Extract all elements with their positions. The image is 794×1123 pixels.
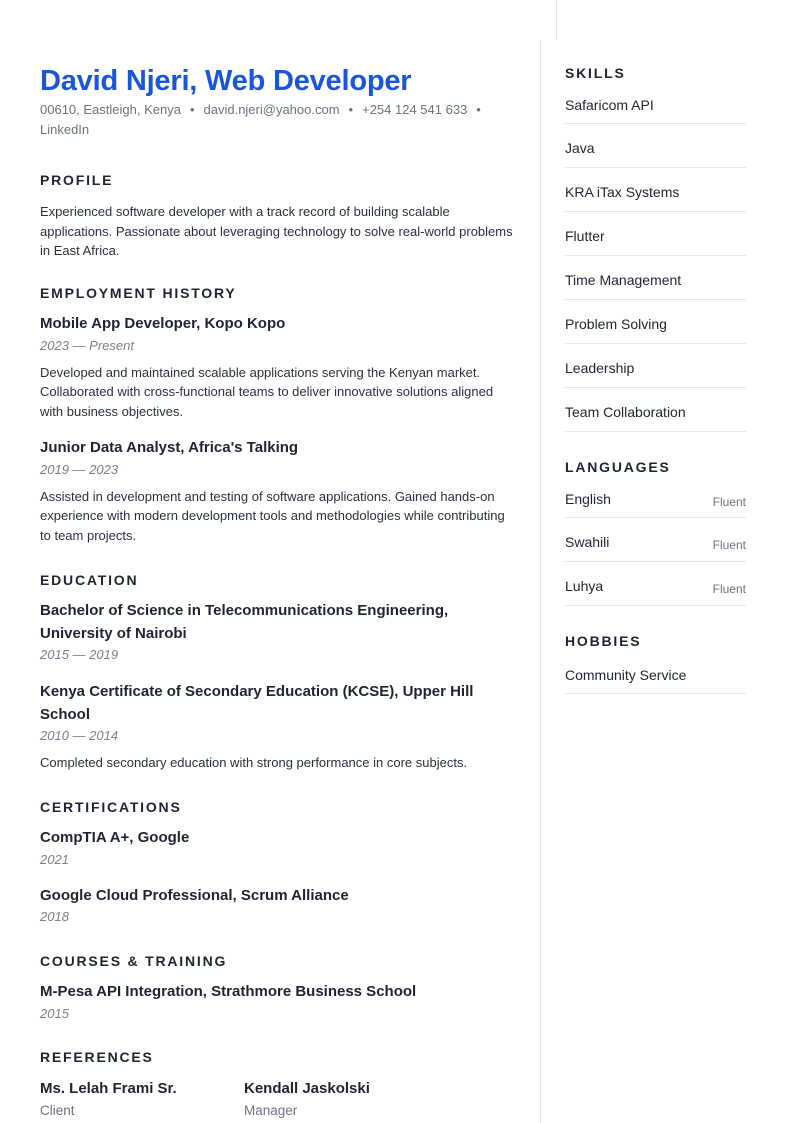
skills-list — [565, 93, 746, 432]
job-date: 2019 — 2023 — [40, 461, 119, 477]
top-divider — [556, 0, 557, 40]
skill-item — [565, 124, 746, 168]
certification-title: CompTIA A+, Google — [40, 829, 190, 846]
language-item — [565, 487, 746, 518]
contact-address: 00610, Eastleigh, Kenya — [40, 102, 181, 117]
section-title-employment: EMPLOYMENT HISTORY — [40, 285, 237, 301]
degree-title: Bachelor of Science in Telecommunications Engineering, University of Nairobi — [40, 602, 449, 642]
separator-dot: • — [348, 102, 354, 117]
degree-description: Completed secondary education with strong performance in core subjects. — [40, 755, 468, 770]
skill-label: Time Management — [565, 272, 682, 288]
language-name: English — [565, 491, 611, 507]
certification-item — [40, 827, 515, 870]
skill-item — [565, 93, 746, 124]
degree-date: 2010 — 2014 — [40, 728, 119, 743]
skill-item — [565, 168, 746, 212]
degree-date: 2015 — 2019 — [40, 647, 119, 662]
job-description: Assisted in development and testing of software applications. Gained hands-on experience with modern development tools and methodologies while contributing to team projects. — [40, 488, 505, 543]
contact-phone[interactable]: +254 124 541 633 — [362, 102, 468, 117]
education-item — [40, 681, 515, 773]
section-title-education: EDUCATION — [40, 572, 139, 588]
job-description: Developed and maintained scalable applications serving the Kenyan market. Collaborated with cross-functional teams to deliver innovative solutions aligned with business objectives. — [40, 364, 494, 419]
language-level: Fluent — [712, 582, 746, 596]
skill-item — [565, 388, 746, 432]
language-level: Fluent — [712, 538, 746, 552]
reference-name: Ms. Lelah Frami Sr. — [40, 1080, 177, 1097]
course-title: M-Pesa API Integration, Strathmore Business School — [40, 983, 417, 1000]
section-title-courses: COURSES & TRAINING — [40, 953, 228, 969]
certifications-section — [40, 798, 515, 927]
sidebar-divider — [540, 40, 541, 1123]
education-item — [40, 600, 515, 665]
section-title-profile: PROFILE — [40, 172, 114, 188]
reference-role: Manager — [244, 1103, 298, 1118]
job-title: Mobile App Developer, Kopo Kopo — [40, 315, 286, 332]
languages-section — [565, 458, 746, 606]
skill-label: Java — [565, 140, 595, 156]
course-item — [40, 981, 515, 1024]
skill-label: Safaricom API — [565, 97, 654, 113]
hobby-label: Community Service — [565, 667, 687, 683]
contact-email[interactable]: david.njeri@yahoo.com — [203, 102, 340, 117]
section-title-hobbies: HOBBIES — [565, 633, 642, 649]
hobby-item — [565, 663, 746, 694]
language-item — [565, 518, 746, 562]
skill-label: Problem Solving — [565, 316, 667, 332]
certification-date: 2018 — [40, 909, 69, 924]
reference-item — [244, 1078, 448, 1122]
courses-section — [40, 952, 515, 1024]
references-section — [40, 1048, 515, 1122]
skill-label: Flutter — [565, 228, 605, 244]
languages-list — [565, 487, 746, 606]
language-item — [565, 562, 746, 606]
skill-label: KRA iTax Systems — [565, 184, 680, 200]
references-list — [40, 1078, 515, 1122]
linkedin-link[interactable]: LinkedIn — [40, 122, 90, 137]
profile-section — [40, 171, 515, 261]
resume-header — [40, 62, 515, 140]
separator-dot: • — [189, 102, 195, 117]
certification-item — [40, 885, 515, 928]
skill-item — [565, 344, 746, 388]
employment-item — [40, 437, 515, 545]
skill-label: Leadership — [565, 360, 635, 376]
skill-label: Team Collaboration — [565, 404, 686, 420]
profile-text: Experienced software developer with a track record of building scalable applications. Passionate about leveraging technology to solve real-world problems in East Africa. — [40, 204, 513, 258]
separator-dot: • — [476, 102, 481, 117]
section-title-references: REFERENCES — [40, 1049, 154, 1065]
skill-item — [565, 212, 746, 256]
contact-line — [40, 100, 515, 140]
reference-item — [40, 1078, 244, 1122]
skill-item — [565, 300, 746, 344]
language-level: Fluent — [712, 495, 746, 509]
reference-name: Kendall Jaskolski — [244, 1080, 370, 1097]
degree-title: Kenya Certificate of Secondary Education (KCSE), Upper Hill School — [40, 683, 474, 723]
skills-section — [565, 64, 746, 432]
section-title-languages: LANGUAGES — [565, 459, 671, 475]
certification-date: 2021 — [40, 851, 69, 867]
page-title: David Njeri, Web Developer — [40, 65, 412, 97]
job-title: Junior Data Analyst, Africa's Talking — [40, 439, 299, 456]
skill-item — [565, 256, 746, 300]
section-title-certifications: CERTIFICATIONS — [40, 799, 182, 815]
reference-role: Client — [40, 1103, 75, 1118]
section-title-skills: SKILLS — [565, 65, 626, 81]
hobbies-list — [565, 663, 746, 694]
employment-section — [40, 284, 515, 545]
employment-item — [40, 313, 515, 421]
course-date: 2015 — [40, 1005, 69, 1021]
language-name: Luhya — [565, 578, 604, 594]
certification-title: Google Cloud Professional, Scrum Alliance — [40, 886, 349, 904]
language-name: Swahili — [565, 534, 610, 550]
education-section — [40, 571, 515, 773]
job-date: 2023 — Present — [40, 337, 134, 353]
hobbies-section — [565, 632, 746, 694]
